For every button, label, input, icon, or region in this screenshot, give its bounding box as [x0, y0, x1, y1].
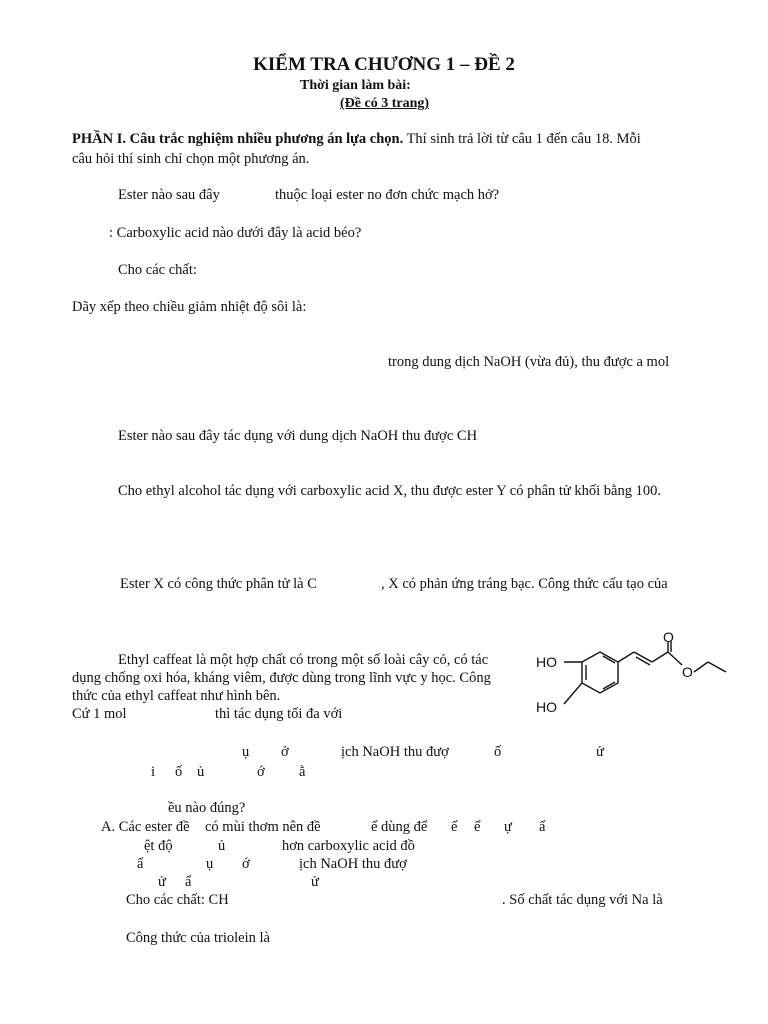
text-fragment: ịch NaOH thu đượ: [341, 744, 449, 760]
page-count-label: (Đề có 3 trang): [340, 96, 430, 111]
part-instruction: [72, 131, 641, 148]
option-text: A. Các ester đề: [101, 819, 190, 835]
option-text: hơn carboxylic acid đồ: [282, 838, 415, 854]
question-text: thức của ethyl caffeat như hình bên.: [72, 688, 281, 704]
ester-oxygen-label: O: [682, 664, 693, 680]
question-text: Ester X có công thức phân tử là C: [120, 576, 317, 592]
question-text: Dãy xếp theo chiều giảm nhiệt độ sôi là:: [72, 299, 307, 315]
text-fragment: ố: [175, 764, 183, 780]
option-text: ệt độ: [144, 838, 173, 854]
page-title: KIỂM TRA CHƯƠNG 1 – ĐỀ 2: [253, 54, 515, 75]
part-instruction-text: Thí sinh trả lời từ câu 1 đến câu 18. Mỗi: [403, 131, 641, 147]
text-fragment: ở: [281, 744, 289, 760]
part-heading: PHẦN I. Câu trắc nghiệm nhiều phương án lựa chọn.: [72, 131, 404, 147]
hydroxyl-label: HO: [536, 654, 557, 670]
option-text: có mùi thơm nên đề: [205, 819, 321, 835]
text-fragment: ử: [596, 744, 604, 760]
text-fragment: ử: [311, 874, 319, 890]
text-fragment: ẩ: [185, 874, 192, 890]
question-text: dụng chống oxi hóa, kháng viêm, được dùng trong lĩnh vực y học. Công: [72, 670, 491, 686]
question-text: Cho các chất:: [118, 262, 197, 278]
text-fragment: ẩ: [539, 819, 546, 835]
option-text: ịch NaOH thu đượ: [299, 856, 407, 872]
text-fragment: ớ: [257, 764, 265, 780]
text-fragment: ớ: [242, 856, 250, 872]
question-text: trong dung dịch NaOH (vừa đủ), thu được a mol: [388, 354, 670, 370]
option-text: ể dùng để: [371, 819, 428, 835]
question-text: Cho ethyl alcohol tác dụng với carboxylic acid X, thu được ester Y có phân tử khối bằng 100.: [118, 483, 661, 499]
question-text: thì tác dụng tối đa với: [215, 706, 343, 722]
question-text: Cứ 1 mol: [72, 706, 127, 722]
question-text: Ester nào sau đây: [118, 187, 220, 203]
question-text: Công thức của triolein là: [126, 930, 270, 946]
text-fragment: ế: [474, 819, 481, 835]
hydroxyl-label: HO: [536, 699, 557, 715]
text-fragment: ụ: [206, 856, 214, 872]
text-fragment: ế: [451, 819, 458, 835]
text-fragment: ố: [494, 744, 502, 760]
text-fragment: ẩ: [137, 856, 144, 872]
text-fragment: ụ: [242, 744, 250, 760]
question-text: ều nào đúng?: [168, 800, 246, 816]
question-text: , X có phản ứng tráng bạc. Công thức cấu tạo của: [381, 576, 668, 592]
question-text: . Số chất tác dụng với Na là: [502, 892, 663, 908]
question-text: Cho các chất: CH: [126, 892, 229, 908]
text-fragment: ự: [504, 819, 512, 835]
text-fragment: i: [151, 764, 156, 780]
question-text: thuộc loại ester no đơn chức mạch hở?: [275, 187, 500, 203]
text-fragment: ử: [158, 874, 166, 890]
text-fragment: ủ: [197, 764, 205, 780]
ethyl-caffeate-structure: [532, 629, 732, 727]
question-text: : Carboxylic acid nào dưới đây là acid béo?: [109, 225, 362, 241]
question-text: Ethyl caffeat là một hợp chất có trong một số loài cây cỏ, có tác: [118, 652, 489, 668]
text-fragment: ủ: [218, 838, 226, 854]
carbonyl-oxygen-label: O: [663, 629, 674, 645]
part-instruction-line2: câu hỏi thí sinh chỉ chọn một phương án.: [72, 151, 310, 167]
question-text: Ester nào sau đây tác dụng với dung dịch NaOH thu được CH: [118, 428, 478, 444]
time-label: Thời gian làm bài:: [300, 78, 411, 93]
text-fragment: ằ: [299, 764, 306, 780]
